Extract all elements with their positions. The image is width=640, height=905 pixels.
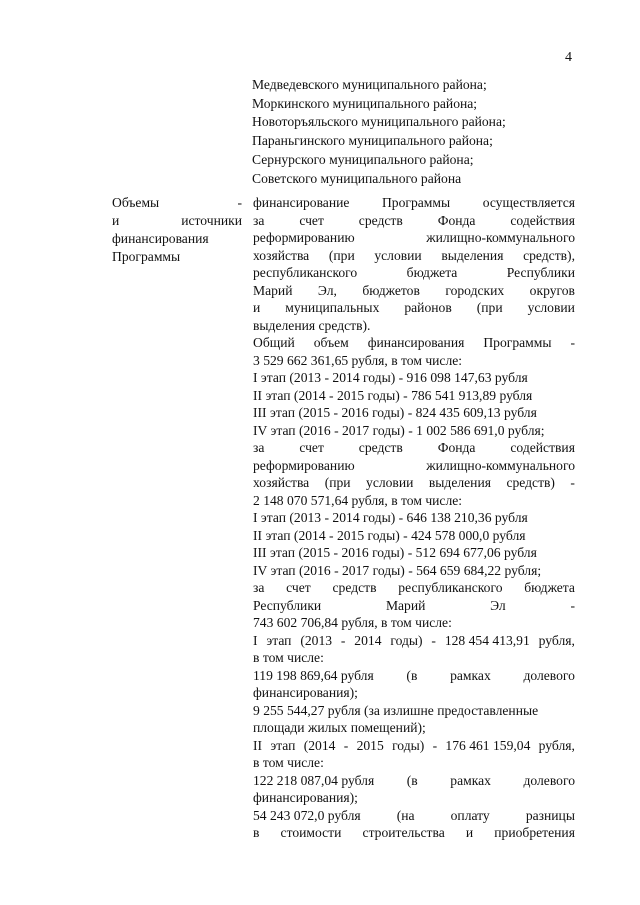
text-word: оплату	[450, 807, 490, 823]
section-label	[112, 194, 242, 266]
district-line: Сернурского муниципального района;	[252, 151, 474, 167]
text-word: за	[253, 440, 265, 455]
text-word: содействия	[510, 212, 575, 228]
text-line: в том числе:	[253, 650, 324, 665]
text-word: 2015	[356, 737, 384, 753]
text-line: IV этап (2016 - 2017 годы) - 1 002 586 691,0 рубля;	[253, 422, 545, 438]
text-word: (при	[328, 247, 355, 263]
text-word: средств	[358, 212, 403, 228]
text-word: выделения	[441, 247, 504, 263]
text-word: выделения	[428, 475, 491, 490]
text-word: средств),	[523, 247, 575, 263]
district-line: Советского муниципального района	[252, 170, 462, 186]
text-word: рамках	[450, 667, 491, 683]
text-word: и	[465, 825, 474, 840]
text-line	[253, 334, 575, 352]
text-word: счет	[286, 580, 311, 595]
text-line	[253, 229, 575, 247]
text-line	[253, 807, 575, 825]
text-line	[253, 299, 575, 317]
text-word: условии	[366, 475, 414, 490]
text-word: долевого	[523, 667, 575, 683]
text-line: I этап (2013 - 2014 годы) - 646 138 210,36 рубля	[253, 510, 528, 525]
text-word: Программы	[483, 335, 552, 350]
text-line: I этап (2013 - 2014 годы) - 916 098 147,63 рубля	[253, 370, 528, 385]
label-line	[112, 212, 242, 230]
text-word: (2013	[300, 632, 333, 648]
text-line: 2 148 070 571,64 рубля, в том числе:	[253, 492, 463, 508]
text-word: за	[253, 212, 265, 228]
district-line: Параньгинского муниципального района;	[252, 133, 493, 149]
text-word: хозяйства	[253, 247, 310, 263]
text-word: бюджетов	[362, 282, 420, 298]
text-word: хозяйства	[253, 475, 310, 490]
text-word: реформированию	[253, 457, 355, 473]
text-word: (в	[406, 772, 418, 788]
text-word: 2014	[354, 632, 382, 648]
label-word: источники	[181, 213, 242, 228]
text-word: рубля,	[538, 632, 575, 648]
text-word: (при	[476, 300, 503, 315]
text-word: -	[570, 335, 575, 350]
text-word: рубля,	[538, 737, 575, 753]
text-line	[253, 247, 575, 265]
text-word: -	[340, 632, 346, 648]
text-word: 54 243 072,0 рубля	[253, 807, 361, 823]
text-line	[253, 474, 575, 492]
page-number: 4	[565, 50, 572, 65]
text-word: бюджета	[406, 265, 458, 280]
text-word: бюджета	[524, 580, 575, 595]
text-word: -	[343, 737, 349, 753]
text-word: муниципальных	[285, 300, 380, 315]
text-word: финансирования	[367, 335, 465, 350]
text-word: 122 218 087,04 рубля	[253, 772, 375, 788]
text-word: жилищно-коммунального	[426, 230, 575, 245]
text-word: средств	[332, 580, 377, 595]
text-word: содействия	[510, 440, 575, 455]
text-word: (в	[406, 667, 418, 683]
label-dash: -	[237, 195, 242, 210]
text-line: 743 602 706,84 рубля, в том числе:	[253, 615, 452, 630]
text-word: II	[253, 737, 263, 753]
text-word: разницы	[525, 807, 575, 823]
text-line	[253, 632, 575, 650]
financing-text	[253, 194, 575, 842]
text-word: условии	[374, 247, 422, 263]
text-line: III этап (2015 - 2016 годы) - 512 694 677,06 рубля	[253, 545, 537, 560]
text-word: счет	[299, 212, 324, 228]
text-line: III этап (2015 - 2016 годы) - 824 435 609,13 рубля	[253, 405, 537, 420]
label-line: Программы	[112, 249, 181, 264]
text-word: финансирование	[253, 195, 350, 210]
text-line	[253, 212, 575, 230]
text-word: 119 198 869,64 рубля	[253, 667, 374, 683]
text-word: этап	[266, 632, 292, 648]
label-word: Объемы	[112, 195, 160, 210]
text-word: в	[253, 825, 260, 840]
text-line: финансирования);	[253, 685, 358, 700]
text-word: (на	[396, 807, 415, 823]
text-line	[253, 597, 575, 615]
text-word: (2014	[303, 737, 336, 753]
text-word: осуществляется	[482, 195, 575, 210]
text-word: (при	[324, 475, 351, 490]
text-word: средств)	[506, 475, 555, 490]
text-word: строительства	[362, 825, 445, 840]
text-word: -	[432, 737, 438, 753]
text-word: реформированию	[253, 230, 355, 245]
text-word: Эл	[490, 597, 506, 613]
text-line	[253, 667, 575, 685]
text-line	[253, 824, 575, 842]
text-word: 176 461 159,04	[445, 737, 531, 753]
text-word: Республики	[253, 597, 322, 613]
district-line: Медведевского муниципального района;	[252, 77, 487, 92]
text-line: II этап (2014 - 2015 годы) - 424 578 000,0 рубля	[253, 527, 526, 543]
label-line	[112, 194, 242, 212]
text-word: -	[570, 597, 575, 613]
text-line: площади жилых помещений);	[253, 720, 426, 735]
text-word: Фонда	[437, 440, 476, 455]
text-line: 9 255 544,27 рубля (за излишне предоставленные	[253, 702, 539, 718]
label-word: и	[112, 213, 120, 228]
text-word: долевого	[523, 772, 575, 788]
text-word: 128 454 413,91	[444, 632, 530, 648]
text-line: IV этап (2016 - 2017 годы) - 564 659 684,22 рубля;	[253, 562, 542, 578]
text-word: республиканского	[398, 580, 503, 595]
label-line: финансирования	[112, 231, 209, 246]
text-line	[253, 772, 575, 790]
text-word: годы)	[392, 737, 425, 753]
text-word: условии	[527, 300, 575, 315]
text-word: жилищно-коммунального	[426, 457, 575, 473]
text-line: выделения средств).	[253, 317, 371, 333]
text-word: средств	[358, 440, 403, 455]
text-word: Республики	[506, 265, 575, 280]
text-line	[253, 264, 575, 282]
text-line: 3 529 662 361,65 рубля, в том числе:	[253, 352, 463, 368]
text-word: Общий	[253, 335, 295, 350]
district-line: Моркинского муниципального района;	[252, 95, 478, 111]
text-line	[253, 737, 575, 755]
text-line	[253, 194, 575, 212]
text-line	[253, 439, 575, 457]
text-word: городских	[445, 282, 505, 298]
text-word: Программы	[381, 195, 451, 210]
text-line	[253, 457, 575, 475]
text-word: приобретения	[494, 825, 575, 840]
district-line: Новоторъяльского муниципального района;	[252, 114, 506, 130]
text-word: Марий	[385, 597, 426, 613]
text-word: объем	[313, 335, 349, 350]
text-line: в том числе:	[253, 755, 324, 770]
text-word: I	[253, 632, 258, 648]
text-word: этап	[270, 737, 296, 753]
text-word: -	[431, 632, 436, 648]
text-word: районов	[404, 300, 452, 315]
text-word: годы)	[390, 632, 423, 648]
text-line: II этап (2014 - 2015 годы) - 786 541 913,89 рубля	[253, 387, 533, 403]
text-line	[253, 282, 575, 300]
text-word: -	[570, 475, 575, 490]
text-line: финансирования);	[253, 790, 358, 805]
text-word: стоимости	[280, 825, 342, 840]
text-word: счет	[299, 440, 324, 455]
text-word: и	[253, 300, 261, 315]
text-word: Фонда	[437, 212, 476, 228]
text-word: республиканского	[253, 265, 358, 280]
text-word: Марий	[253, 282, 293, 298]
district-list	[252, 76, 506, 188]
text-word: за	[253, 580, 265, 595]
text-word: округов	[529, 282, 575, 298]
text-word: Эл,	[317, 282, 337, 298]
text-line	[253, 579, 575, 597]
text-word: рамках	[450, 772, 491, 788]
